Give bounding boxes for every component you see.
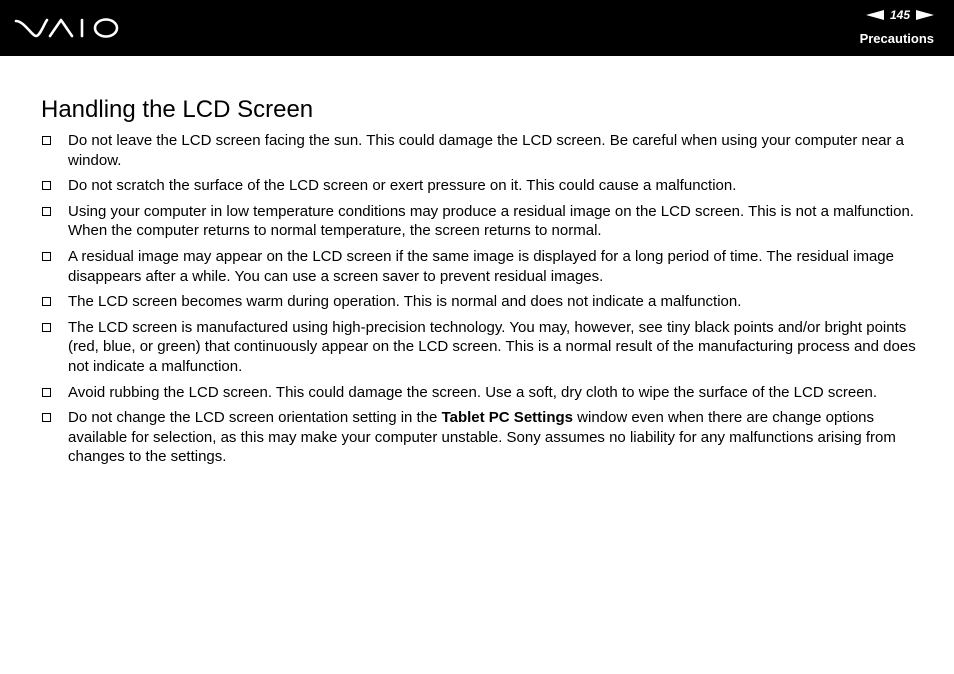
page-number: 145 [889,8,910,22]
list-item: Using your computer in low temperature conditions may produce a residual image on the LCD screen. This is not a malfunction. When the computer returns to normal temperature, the screen returns to normal. [41,202,921,241]
checkbox-bullet-icon [42,207,51,216]
checkbox-bullet-icon [42,252,51,261]
checkbox-bullet-icon [42,136,51,145]
previous-page-arrow-icon[interactable] [866,10,884,20]
tablet-pc-settings-term: Tablet PC Settings [441,409,573,427]
list-item: Do not leave the LCD screen facing the sun. This could damage the LCD screen. Be careful when using your computer near a window. [41,131,921,170]
checkbox-bullet-icon [42,323,51,332]
precaution-list [41,131,921,467]
header-bar [0,0,954,56]
checkbox-bullet-icon [42,297,51,306]
list-item: The LCD screen becomes warm during operation. This is normal and does not indicate a malfunction. [41,292,921,312]
list-item: Do not change the LCD screen orientation setting in the Tablet PC Settings window even when there are change options available for selection, as this may make your computer unstable. Sony assumes no liability for any malfunctions arising from changes to the settings. [41,408,921,467]
list-item: Do not scratch the surface of the LCD screen or exert pressure on it. This could cause a malfunction. [41,176,921,196]
page-title: Handling the LCD Screen [41,96,314,123]
list-item: Avoid rubbing the LCD screen. This could damage the screen. Use a soft, dry cloth to wipe the surface of the LCD screen. [41,383,921,403]
page-navigation [866,8,934,22]
checkbox-bullet-icon [42,181,51,190]
list-item: A residual image may appear on the LCD screen if the same image is displayed for a long period of time. The residual image disappears after a while. You can use a screen saver to prevent residual images. [41,247,921,286]
vaio-logo-icon [14,15,120,41]
list-item: The LCD screen is manufactured using high-precision technology. You may, however, see tiny black points and/or bright points (red, blue, or green) that continuously appear on the LCD screen. This is a normal result of the manufacturing process and does not indicate a malfunction. [41,318,921,377]
checkbox-bullet-icon [42,413,51,422]
page-content [41,95,921,473]
checkbox-bullet-icon [42,388,51,397]
next-page-arrow-icon[interactable] [916,10,934,20]
section-title: Precautions [859,31,934,46]
